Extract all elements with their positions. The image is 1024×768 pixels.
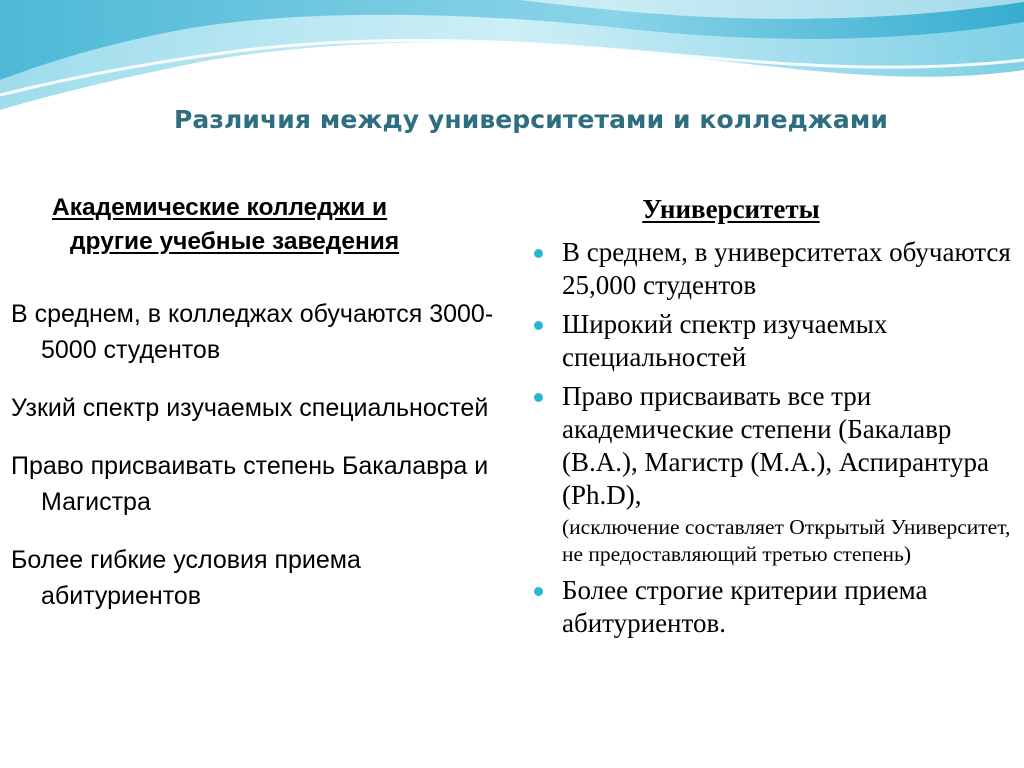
colleges-list	[11, 296, 511, 636]
universities-exception-note: (исключение составляет Открытый Университет, не предоставляющий третью степень)	[562, 515, 1011, 566]
colleges-list-item: Узкий спектр изучаемых специальностей	[11, 394, 489, 422]
universities-list-item	[533, 574, 1013, 640]
slide-title: Различия между университетами и колледжами	[174, 105, 889, 134]
colleges-list-item: Право присваивать степень Бакалавра и Магистра	[11, 452, 489, 516]
universities-item-text: Широкий спектр изучаемых специальностей	[562, 309, 888, 372]
bullet-dot-icon	[534, 249, 543, 258]
colleges-heading-line2: другие учебные заведения	[70, 228, 400, 255]
universities-item-text: В среднем, в университетах обучаются 25,000 студентов	[562, 237, 1011, 300]
colleges-heading-line1: Академические колледжи и	[52, 194, 388, 221]
universities-list-item	[533, 380, 1013, 568]
universities-list-item	[533, 236, 1013, 302]
colleges-list-item: В среднем, в колледжах обучаются 3000-5000 студентов	[11, 300, 494, 364]
universities-heading: Университеты	[642, 194, 820, 224]
bullet-dot-icon	[534, 393, 543, 402]
universities-item-text: Право присваивать все три академические степени (Бакалавр (B.A.), Магистр (M.A.), Аспирантура (Ph.D),	[562, 381, 989, 510]
bullet-dot-icon	[534, 587, 543, 596]
colleges-list-item: Более гибкие условия приема абитуриентов	[11, 546, 361, 610]
bullet-dot-icon	[534, 321, 543, 330]
universities-item-text: Более строгие критерии приема абитуриентов.	[562, 575, 928, 638]
colleges-heading	[52, 191, 472, 259]
universities-list-item	[533, 308, 1013, 374]
universities-list	[533, 236, 1013, 646]
